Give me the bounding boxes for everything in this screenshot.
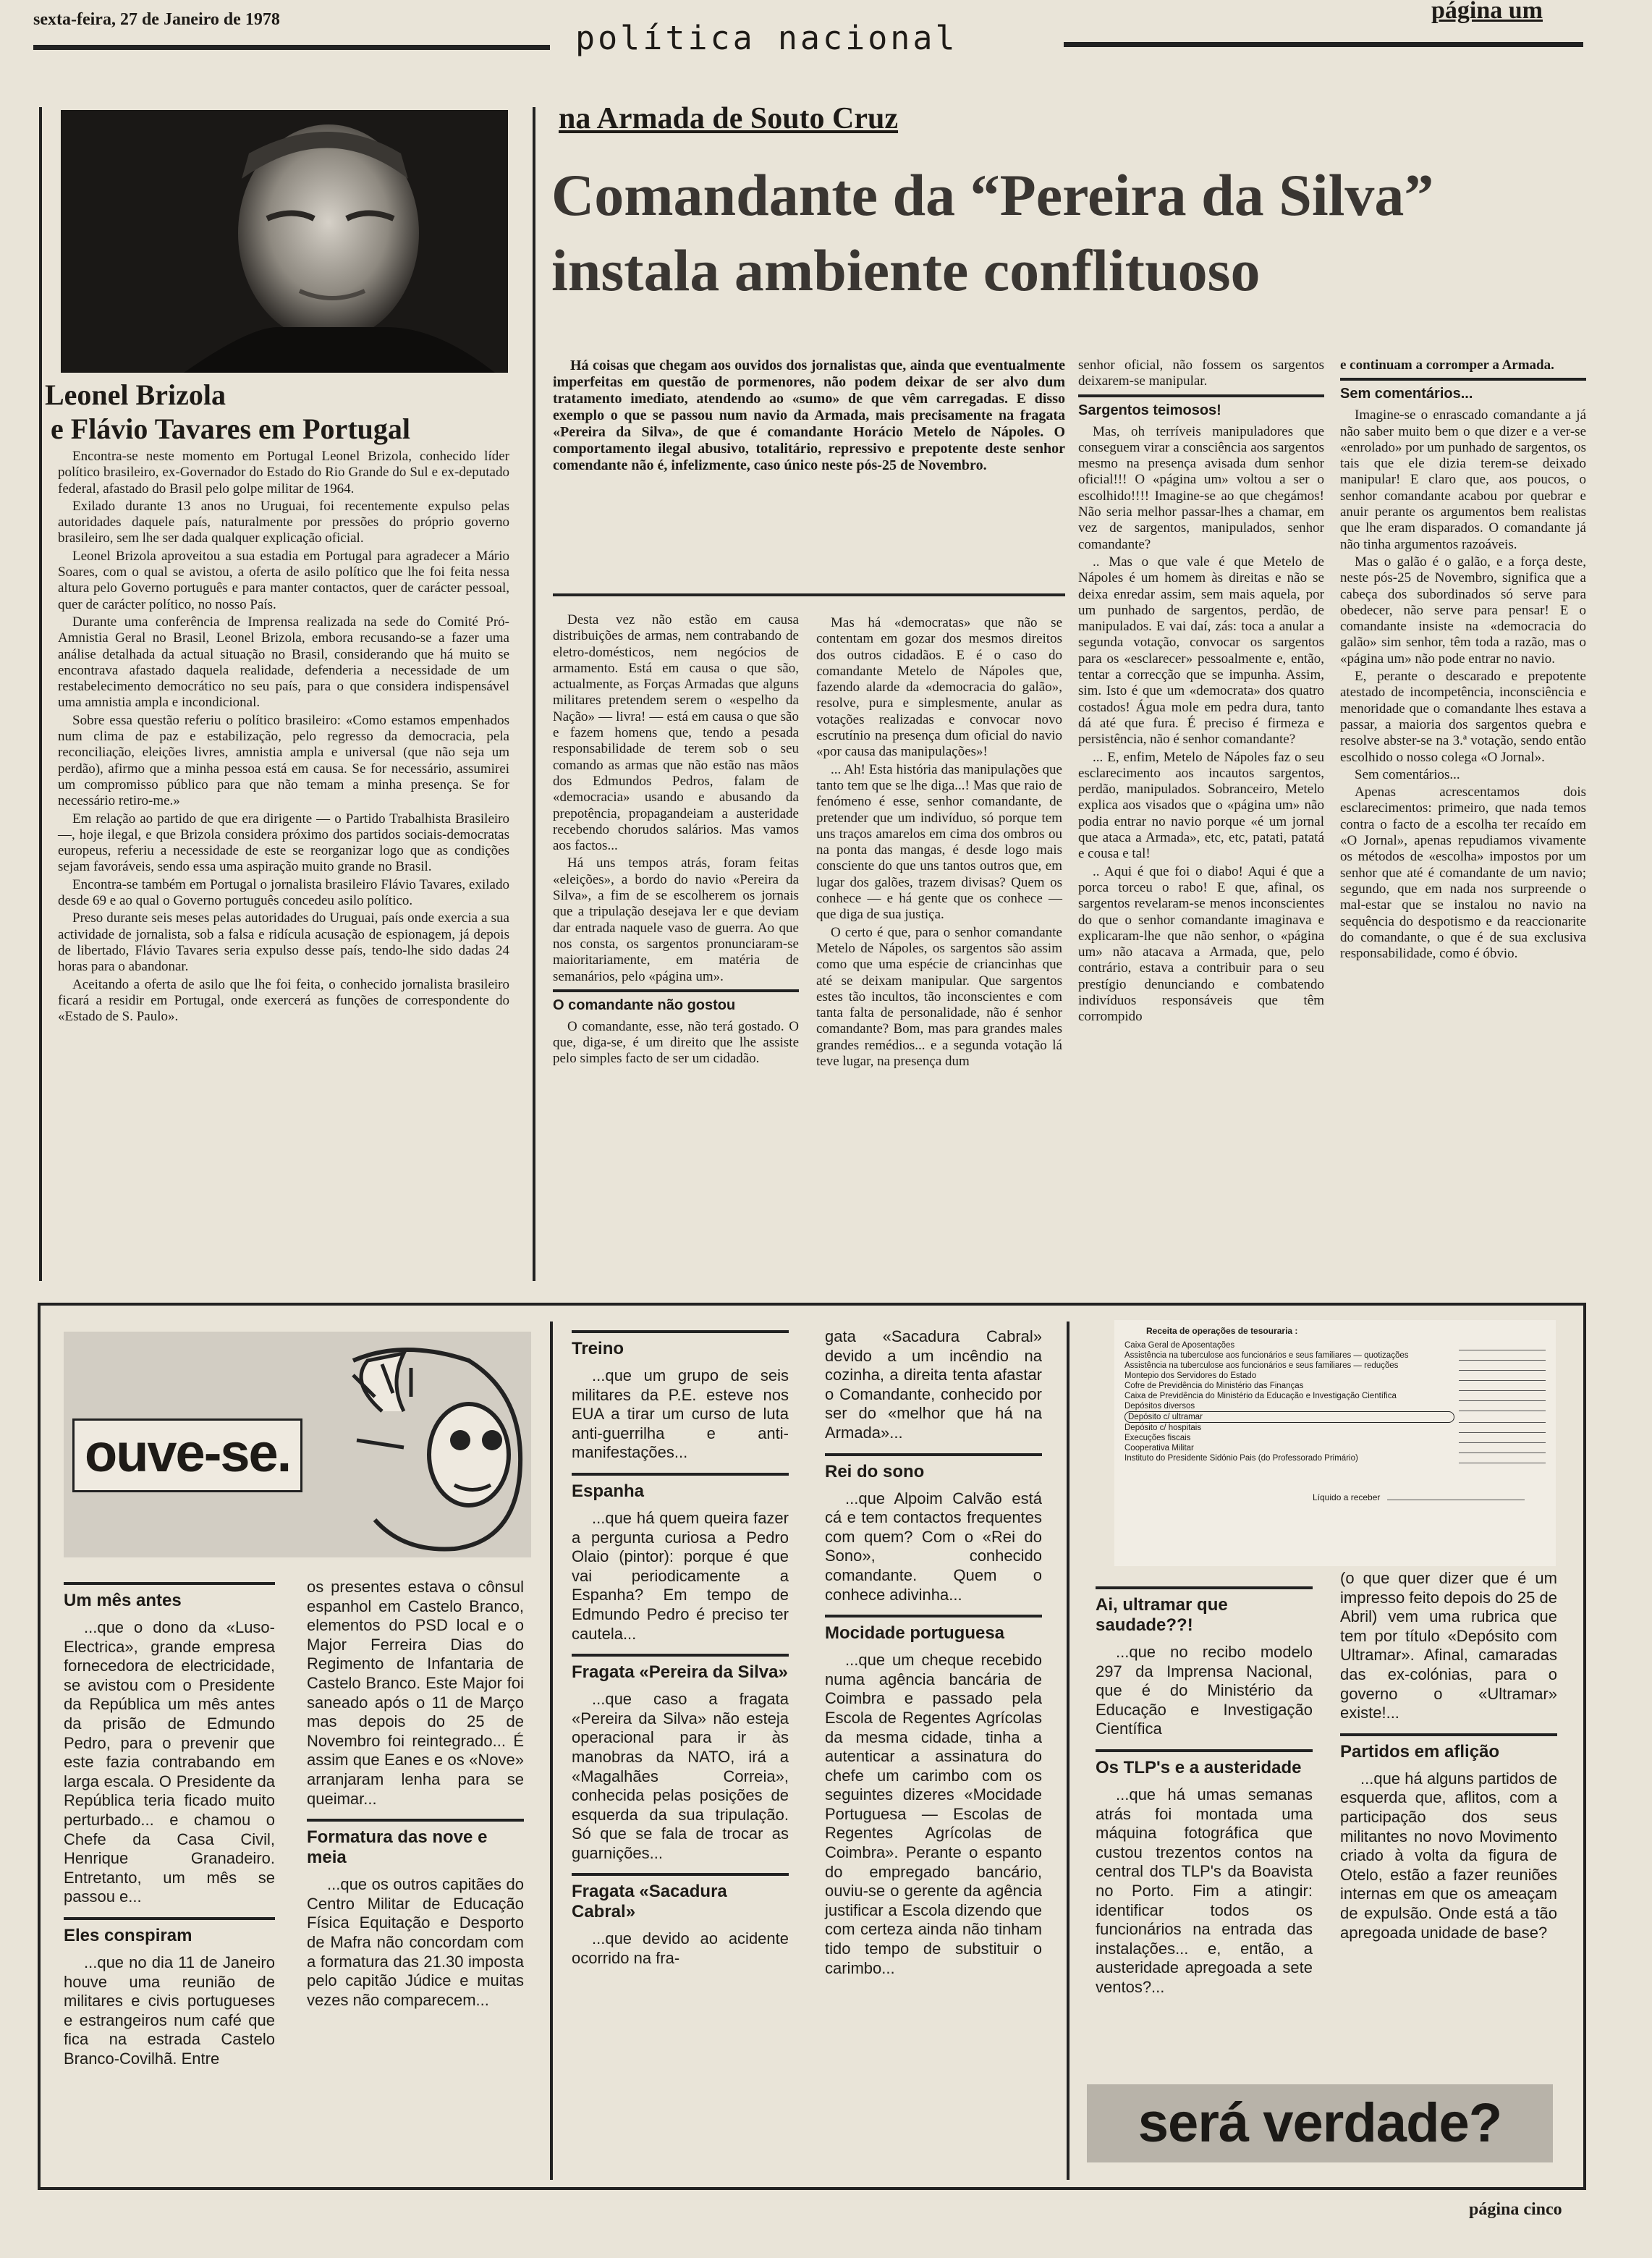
article-paragraph: .. Mas o que vale é que Metelo de Nápoles é um homem às direitas e não se deixa enredar assim, sem mais aquela, por um punhado de sargentos, perdão, de manipulados. E vai daí, zás: toca a anular a segunda votação, convocar os sargentos para os «esclarecer» pessoalmente e, então, tentar a correcção que se impunha. Assim, sim. Isto é que um «democrata» dos quatro costados! Água mole em pedra dura, tanto dá até que fura. É preciso é firmeza e persistência, não é senhor comandante? [1078, 554, 1324, 748]
ouve-se-label: ouve-se. [72, 1418, 302, 1492]
receipt-row [1124, 1443, 1546, 1453]
masthead-date: sexta-feira, 27 de Janeiro de 1978 [33, 10, 280, 29]
receipt-title: Receita de operações de tesouraria : [1146, 1326, 1298, 1336]
receipt-amount [1459, 1453, 1546, 1463]
masthead-rule-right [1064, 42, 1583, 47]
article-paragraph: ... Ah! Esta história das manipulações que tanto tem que se lhe diga...! Mas que raio de fenómeno é esse, senhor comandante, de pretender que um indivíduo, só porque tem uns traços amarelos em cima dos ombros ou na ponta das mangas, é desde logo mais consciente do que uns tantos outros que, em lugar dos galões, trazem divisas? Quem os conhece — e há gente que os conhece — que diga de sua justiça. [816, 761, 1062, 923]
article-headline-line-2: instala ambiente conflituoso [551, 237, 1261, 303]
briefs-divider-2 [1067, 1322, 1069, 2180]
article-paragraph: .. Aqui é que foi o diabo! Aqui é que a porca torceu o rabo! E que, afinal, os sargentos revelaram-se menos inconscientes do que o senhor comandante imaginava e explicaram-lhe que não senhor, o «página um» não atacava a Armada, que, pelo contrário, estava a contribuir para o seu prestígio denunciando e combatendo indivíduos responsáveis que têm corrompido [1078, 863, 1324, 1025]
receipt-amount [1459, 1443, 1546, 1453]
receipt-row [1124, 1371, 1546, 1381]
receipt-row-label: Caixa Geral de Aposentações [1124, 1341, 1235, 1350]
sidebar-paragraph: Preso durante seis meses pelas autoridades do Uruguai, país onde exercia a sua actividade de jornalista, sob a falsa e ridícula acusação de espionagem, já depois de libertado, Flávio Tavares seria expulso desse país, tendo-lhe sido dadas 24 horas para o abandonar. [58, 910, 509, 975]
briefs-col-4 [825, 1327, 1042, 1988]
receipt-row-label: Depósitos diversos [1124, 1402, 1195, 1411]
receipt-row-label: Assistência na tuberculose aos funcionários e seus familiares — reduções [1124, 1361, 1399, 1370]
article-paragraph: senhor oficial, não fossem os sargentos deixarem-se manipular. [1078, 358, 1324, 389]
brief-text: ...que devido ao acidente ocorrido na fra- [572, 1929, 789, 1968]
article-col-b [816, 615, 1062, 1071]
brief-title: Rei do sono [825, 1453, 1042, 1482]
receipt-row [1124, 1381, 1546, 1391]
receipt-row-label: Instituto do Presidente Sidónio Pais (do Professorado Primário) [1124, 1454, 1358, 1463]
subhead-sem-comentarios: Sem comentários... [1340, 378, 1586, 402]
article-headline-line-1: Comandante da “Pereira da Silva” [551, 162, 1434, 228]
article-paragraph: O comandante, esse, não terá gostado. O que, diga-se, é um direito que lhe assiste pelo simples facto de ser um cidadão. [553, 1018, 799, 1067]
receipt-row-label: Execuções fiscais [1124, 1434, 1191, 1442]
sidebar-paragraph: Exilado durante 13 anos no Uruguai, foi recentemente expulso pelas autoridades daquele país, naturalmente por pressões do próprio governo brasileiro, sem lhe ser dada qualquer explicação oficial. [58, 498, 509, 546]
receipt-row [1124, 1361, 1546, 1371]
subhead-sargentos: Sargentos teimosos! [1078, 394, 1324, 418]
brief-title: Formatura das nove e meia [307, 1819, 524, 1868]
brief-title: Ai, ultramar que saudade??! [1096, 1586, 1313, 1636]
receipt-amount [1459, 1371, 1546, 1381]
receipt-amount [1459, 1350, 1546, 1361]
brief-text: gata «Sacadura Cabral» devido a um incêndio na cozinha, a direita tenta afastar o Comandante, conhecido por ser do «melhor que há na Armada»... [825, 1327, 1042, 1442]
subhead-comandante: O comandante não gostou [553, 989, 799, 1013]
brief-text: ...que caso a fragata «Pereira da Silva» não esteja operacional para ir às manobras da NATO, irá a «Magalhães Correia», conhecida pelas posições de esquerda da sua tripulação. Só que se fala de trocar as guarnições... [572, 1690, 789, 1862]
brief-title: Um mês antes [64, 1582, 275, 1611]
receipt-row [1124, 1401, 1546, 1411]
sidebar-headline [45, 378, 515, 446]
brief-text: ...que Alpoim Calvão está cá e tem contactos frequentes com quem? Com o «Rei do Sono», conhecido comandante. Quem o conhece adivinha... [825, 1489, 1042, 1604]
receipt-row [1124, 1350, 1546, 1361]
receipt-row-label: Montepio dos Servidores do Estado [1124, 1371, 1257, 1380]
receipt-amount [1459, 1381, 1546, 1391]
page-footer: página cinco [1469, 2200, 1562, 2219]
portrait-photo [61, 110, 508, 373]
receipt-amount [1459, 1391, 1546, 1401]
article-paragraph: Mas há «democratas» que não se contentam em gozar dos mesmos direitos dos outros cidadãos. E é o caso do comandante Metelo de Nápoles que, fazendo alarde da «democracia do galão», resolve, pura e simplesmente, anular as votações realizadas e convocar novo escrutínio na presença dum oficial do navio «por causa das manipulações»! [816, 615, 1062, 760]
brief-text: ...que um grupo de seis militares da P.E. esteve nos EUA a tirar um curso de luta anti-guerrilha e anti-manifestações... [572, 1366, 789, 1462]
ouve-se-banner [64, 1332, 531, 1557]
article-paragraph: Mas o galão é o galão, e a força deste, neste pós-25 de Novembro, significa que a cabeça dos subordinados só serve para obedecer, não serve para pensar! E o comandante insiste na «democracia do galão» sim senhor, têm toda a razão, mas o «página um» não pode entrar no navio. [1340, 554, 1586, 667]
article-col-c [1078, 358, 1324, 1027]
article-paragraph: Há uns tempos atrás, foram feitas «eleições», a bordo do navio «Pereira da Silva», a fim de se escolherem os jornais que a tripulação desejava ler e que deviam dar entrada naquele vaso de guerra. Ao que nos consta, os sargentos pronunciaram-se maioritariamente, em matéria de semanários, pelo «página um». [553, 855, 799, 984]
briefs-col-6 [1340, 1569, 1557, 1953]
receipt-amount [1459, 1423, 1546, 1433]
receipt-row-label: Assistência na tuberculose aos funcionários e seus familiares — quotizações [1124, 1351, 1409, 1360]
receipt-row-highlighted [1124, 1411, 1546, 1423]
brief-text: ...que um cheque recebido numa agência bancária de Coimbra e passado pela Escola de Regentes Agrícolas da mesma cidade, tinha a autenticar a assinatura do chefe um carimbo com os seguintes dizeres «Mocidade Portuguesa — Escolas de Regentes Agrícolas de Coimbra». Perante o espanto do empregado bancário, ouviu-se o gerente da agência justificar a Escola dizendo que com certeza ainda não tinham tido tempo de substituir o carimbo... [825, 1651, 1042, 1977]
brief-title: Espanha [572, 1473, 789, 1502]
receipt-row [1124, 1433, 1546, 1443]
briefs-divider-1 [550, 1322, 553, 2180]
briefs-col-5 [1096, 1586, 1313, 2008]
brief-title: Fragata «Pereira da Silva» [572, 1654, 789, 1683]
receipt-row-label: Caixa de Previdência do Ministério da Educação e Investigação Científica [1124, 1392, 1397, 1400]
receipt-row [1124, 1453, 1546, 1463]
brief-text: ...que no dia 11 de Janeiro houve uma reunião de militares e civis portugueses e estrangeiros num café que fica na estrada Castelo Branco-Covilhã. Entre [64, 1953, 275, 2068]
brief-text: ...que os outros capitães do Centro Militar de Educação Física Equitação e Desporto de Mafra não concordam com a formatura das 21.30 imposta pelo capitão Júdice e muitas vezes não comparecem... [307, 1875, 524, 2009]
section-title: política nacional [575, 19, 958, 57]
sidebar-paragraph: Em relação ao partido de que era dirigente — o Partido Trabalhista Brasileiro —, hoje ilegal, e que Brizola considera próximo dos partidos sociais-democratas europeus, referiu a necessidade de este se reorganizar logo que as condições sejam favoráveis, sendo essa uma aspiração muito grande no Brasil. [58, 811, 509, 875]
article-paragraph: Imagine-se o enrascado comandante a já não saber muito bem o que dizer e a ver-se «enrolado» por um punhado de sargentos, os tais que ele dizia terem-se deixado manipular! E claro que, aos poucos, o senhor comandante acabou por quebrar e anuir perante os argumentos bem realistas que lhe eram disparados. O comandante já não tinha argumentos razoáveis. [1340, 407, 1587, 552]
masthead-rule-left [33, 45, 550, 50]
brief-title: Os TLP's e a austeridade [1096, 1749, 1313, 1778]
brief-text: ...que o dono da «Luso-Electrica», grande empresa fornecedora de electricidade, se avistou com o Presidente da República um mês antes da prisão de Edmundo Pedro, para o prevenir que este fazia contrabando em larga escala. O Presidente da República teria ficado muito perturbado... e chamou o Chefe da Casa Civil, Henrique Granadeiro. Entretanto, um mês se passou e... [64, 1618, 275, 1906]
sidebar-paragraph: Encontra-se neste momento em Portugal Leonel Brizola, conhecido líder político brasileiro, ex-Governador do Estado do Rio Grande do Sul e ex-deputado federal, afastado do Brasil pelo golpe militar de 1964. [58, 449, 509, 496]
brief-text: os presentes estava o cônsul espanhol em Castelo Branco, elementos do PSD local e o Major Ferreira Dias do Regimento de Infantaria de Castelo Branco. Este Major foi saneado após o 11 de Março mas depois do 25 de Novembro foi reintegrado... É assim que Eanes e os «Nove» arranjaram lenha para se queimar... [307, 1578, 524, 1808]
briefs-col-3 [572, 1330, 789, 1979]
brief-text: ...que há umas semanas atrás foi montada uma máquina fotográfica que custou trezentos contos na central dos TLP's da Boavista no Porto. Fim a atingir: identificar todos os funcionários na entrada das instalações... e, então, a austeridade apregoada a sete ventos?... [1096, 1785, 1313, 1996]
brief-text: ...que há quem queira fazer a pergunta curiosa a Pedro Olaio (pintor): porque é que vai periodicamente a Espanha? Em tempo de Edmundo Pedro é preciso ter cautela... [572, 1508, 789, 1643]
article-lead [553, 358, 1065, 474]
brief-title: Partidos em aflição [1340, 1733, 1557, 1762]
sera-verdade-banner: será verdade? [1087, 2084, 1553, 2162]
article-kicker: na Armada de Souto Cruz [559, 102, 899, 135]
sidebar-headline-line-2: e Flávio Tavares em Portugal [51, 413, 410, 445]
article-paragraph: Apenas acrescentamos dois esclarecimentos: primeiro, que nada temos contra o facto de a escolha ter recaído em «O Jornal», apenas repudiamos vivamente os métodos de «escolha» impostos por um senhor que até é comandante de um navio; segundo, que em nada nos surpreende o mal-estar que se instalou no navio na sequência do despotismo e da reaccionarite do comandante, o que é de sua exclusiva responsabilidade, como é óbvio. [1340, 785, 1586, 962]
receipt-row-label: Depósito c/ hospitais [1124, 1424, 1202, 1432]
article-paragraph: ... E, enfim, Metelo de Nápoles faz o seu esclarecimento aos incautos sargentos, perdão, manipulados. Sobranceiro, Metelo explica aos visados que o «página um» não podia entrar no navio porque «é um jornal que ataca a Armada», etc, etc, patati, patatá e cousa e tal! [1078, 749, 1324, 862]
receipt-row [1124, 1391, 1546, 1401]
article-paragraph: e continuam a corromper a Armada. [1340, 358, 1554, 373]
sidebar-paragraph: Encontra-se também em Portugal o jornalista brasileiro Flávio Tavares, exilado desde 69 e ao qual o Governo português concedeu asilo político. [58, 876, 509, 909]
article-col-a [553, 612, 799, 1069]
receipt-clipping [1114, 1320, 1556, 1566]
receipt-total [1124, 1492, 1546, 1502]
sidebar-paragraph: Durante uma conferência de Imprensa realizada na sede do Comité Pró-Amnistia Geral no Brasil, Leonel Brizola, embora recusando-se a fazer uma análise detalhada da actual situação no Brasil, considerando que há muito se encontrava afastado daquela realidade, defenderia a necessidade de um restabelecimento democrático no seu país, para o que considera indispensável uma amnistia ampla e incondicional. [58, 614, 509, 711]
receipt-row-label: Depósito c/ ultramar [1124, 1411, 1454, 1423]
receipt-amount [1459, 1340, 1546, 1350]
portrait-icon [61, 110, 508, 373]
brief-title: Eles conspiram [64, 1917, 275, 1946]
sidebar-paragraph: Leonel Brizola aproveitou a sua estadia em Portugal para agradecer a Mário Soares, com o qual se avistou, a oferta de asilo político que lhe foi feita nessa altura pelo Governo português e para manter contactos, quer de carácter pessoal, quer de carácter político, no nosso País. [58, 548, 509, 612]
article-paragraph: Sem comentários... [1355, 766, 1460, 782]
lead-rule [553, 593, 1065, 596]
sidebar-paragraph: Aceitando a oferta de asilo que lhe foi feita, o conhecido jornalista brasileiro ficará a residir em Portugal, onde exercerá as funções de correspondente do «Estado de S. Paulo». [58, 976, 509, 1025]
article-lead-text: Há coisas que chegam aos ouvidos dos jornalistas que, ainda que eventualmente imperfeitas em questão de pormenores, não podem deixar de ser alvo dum tratamento imediato, atendendo ao «sumo» de que vêm carregadas. E disso exemplo o que se passou num navio da Armada, mais precisamente na fragata «Pereira da Silva», de que é comandante Horácio Metelo de Nápoles. O comportamento ilegal abusivo, totalitário, repressivo e prepotente deste senhor comendante não é, infelizmente, caso único neste pós-25 de Novembro. [553, 358, 1065, 473]
sidebar-headline-line-1: Leonel Brizola [45, 379, 226, 411]
sidebar-paragraph: Sobre essa questão referiu o político brasileiro: «Como estamos empenhados num clima de paz e estabilização, pelo regresso da democracia, pela reconciliação, eleições livres, amnistia ampla e universal (que não seja um perdão), afirmo que a minha pessoa está em causa. Se for necessário, assumirei um compromisso público para que não temam a minha presença. Se for necessário retiro-me.» [58, 712, 509, 809]
article-paragraph: O certo é que, para o senhor comandante Metelo de Nápoles, os sargentos são assim como que uma espécie de criancinhas que até se deixam manipular. Que sargentos estes tão incultos, tão inconscientes e com tanta falta de personalidade, não é senhor comandante? Bom, mas para grandes males grandes remédios... e a segunda votação lá teve lugar, na presença dum [816, 924, 1062, 1070]
sidebar-body [58, 449, 509, 1026]
logo: página um [1431, 0, 1543, 24]
receipt-amount [1459, 1411, 1546, 1423]
article-col-d [1340, 358, 1586, 963]
receipt-total-label: Líquido a receber [1313, 1492, 1381, 1502]
receipt-amount [1459, 1361, 1546, 1371]
receipt-row [1124, 1423, 1546, 1433]
receipt-amount [1459, 1433, 1546, 1443]
brief-text: ...que há alguns partidos de esquerda que, aflitos, com a participação dos seus militantes no novo Movimento criado à volta da figura de Otelo, estão a fazer reuniões internas em que os ameaçam de expulsão. Onde está a tão apregoada unidade de base? [1340, 1769, 1557, 1942]
article-divider-left [533, 107, 535, 1281]
brief-text: (o que quer dizer que é um impresso feito depois do 25 de Abril) vem uma rubrica que tem por título «Depósito com Ultramar». Afinal, camaradas das ex-colónias, para o governo o «Ultramar» existe!... [1340, 1569, 1557, 1722]
receipt-row [1124, 1340, 1546, 1350]
article-headline [551, 158, 1593, 308]
briefs-col-1 [64, 1582, 275, 2079]
brief-title: Treino [572, 1330, 789, 1359]
brief-text: ...que no recibo modelo 297 da Imprensa Nacional, que é do Ministério da Educação e Investigação Científica [1096, 1643, 1313, 1738]
brief-title: Mocidade portuguesa [825, 1615, 1042, 1644]
briefs-col-2 [307, 1578, 524, 2020]
receipt-row-label: Cofre de Previdência do Ministério das Finanças [1124, 1382, 1304, 1390]
receipt-row-label: Cooperativa Militar [1124, 1444, 1194, 1453]
brief-title: Fragata «Sacadura Cabral» [572, 1873, 789, 1922]
receipt-amount [1459, 1401, 1546, 1411]
article-paragraph: Mas, oh terríveis manipuladores que conseguem virar a consciência aos sargentos mesmo na presença avisada dum senhor oficial!!! O «página um» voltou a ser o escolhido!!!! Imagine-se ao que chegámos! Não seria melhor passar-lhes a chamar, em vez de sargentos, manipulados, senhor comandante? [1078, 423, 1324, 552]
article-paragraph: E, perante o descarado e prepotente atestado de incompetência, inconsciência e menoridade que o comandante lhes estava a passar, a maioria dos sargentos quebra e resolve abster-se na 3.ª votação, sendo então escolhido o nosso colega «O Jornal». [1340, 669, 1586, 765]
article-paragraph: Desta vez não estão em causa distribuições de armas, nem contrabando de eletro-domésticos, nem negócios de armamento. Está em causa o que são, actualmente, as Forças Armadas que alguns militares pretendem serem o «espelho da Nação» — livra! — está em causa o que são e fazem homens que, tendo a pesada responsabilidade de terem sob o seu comando as armas que não estão nas mãos dos Edmundos Pedros, falam de «democracia» usando e abusando da prepotência, propagandeiam a austeridade recebendo chorudos salários. Mas vamos aos factos... [553, 612, 799, 854]
